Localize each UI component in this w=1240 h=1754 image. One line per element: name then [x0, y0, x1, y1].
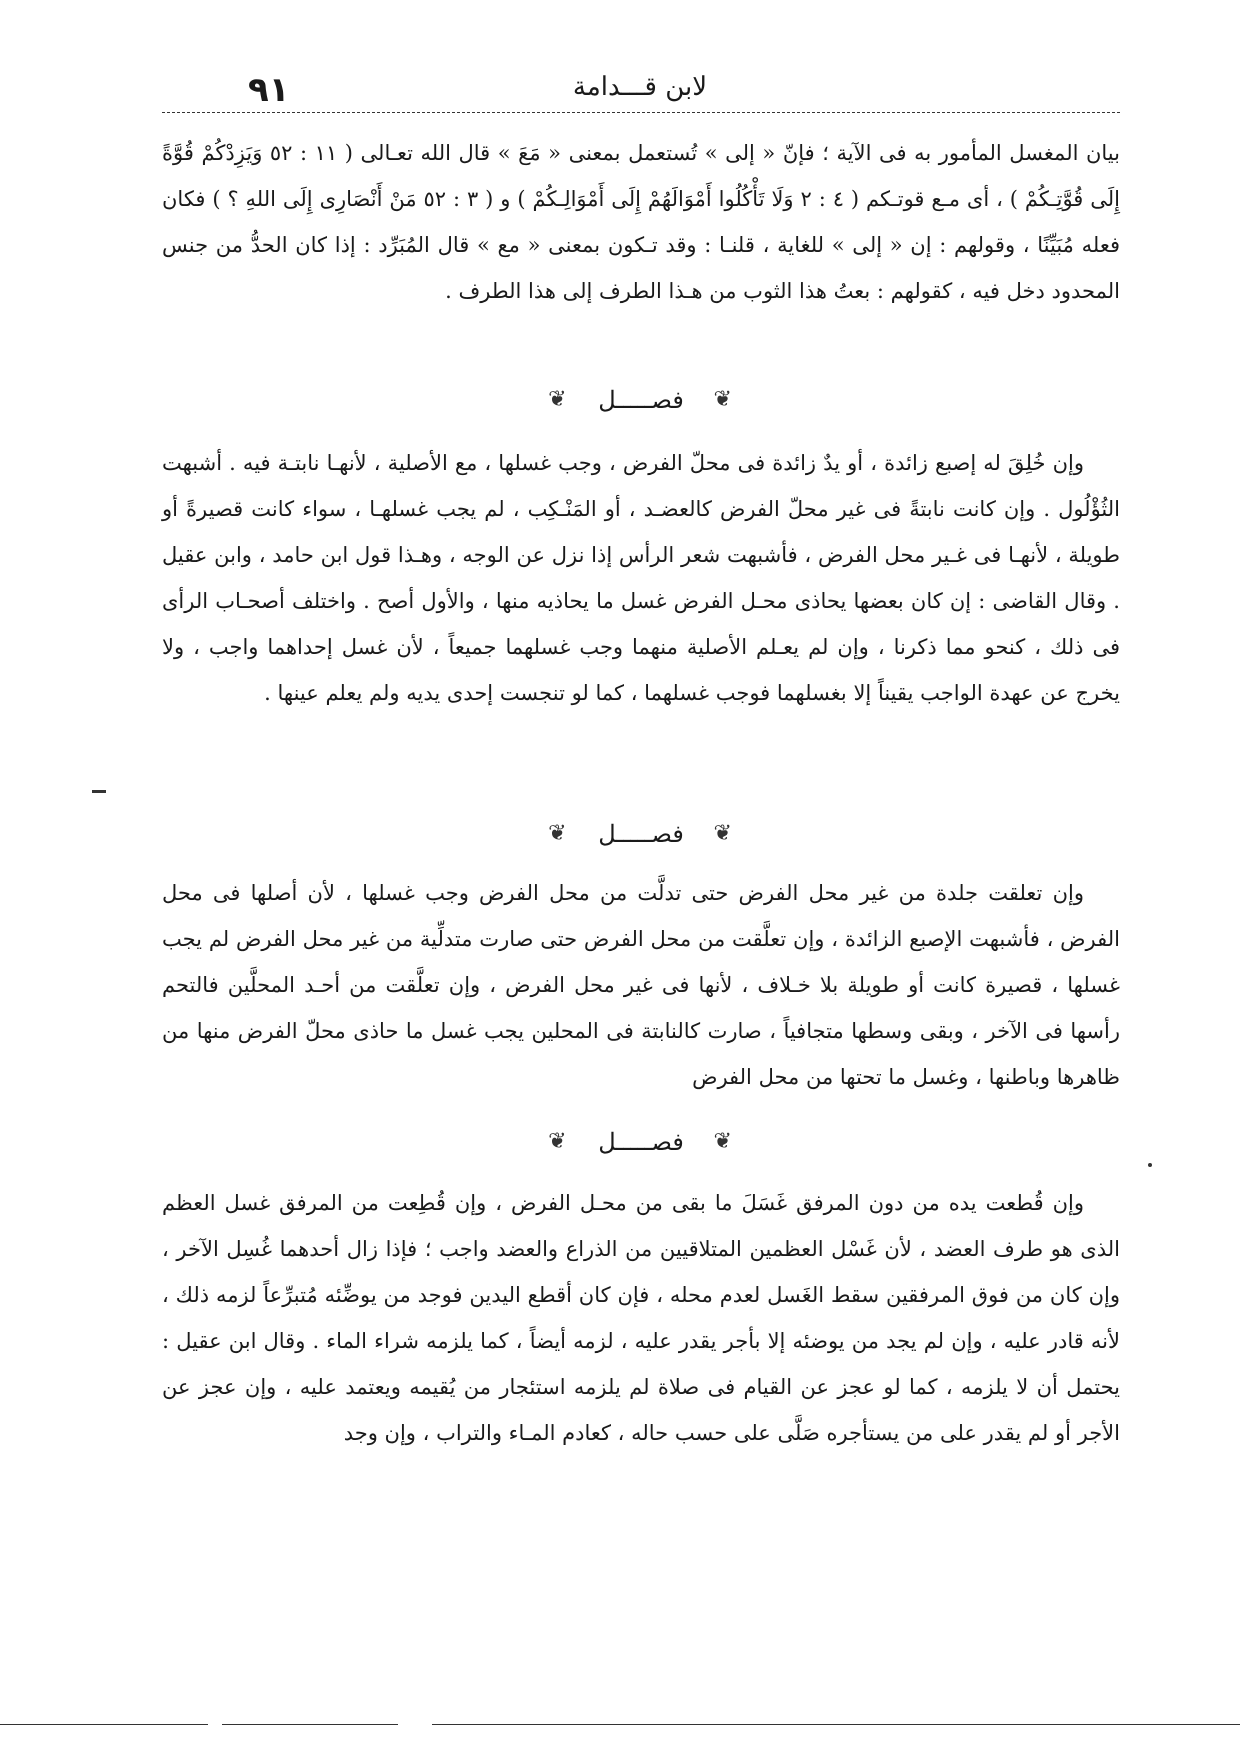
footer-rule-left [0, 1724, 208, 1725]
margin-mark [92, 790, 106, 793]
section-heading-label: فصـــــل [598, 819, 684, 848]
section-heading-3 [162, 1126, 1120, 1166]
section-heading-2 [162, 818, 1120, 858]
header-rule [162, 112, 1120, 113]
paragraph-text: وإن تعلقت جلدة من غير محل الفرض حتى تدلَّت من محل الفرض وجب غسلها ، لأن أصلها فى محل الفرض ، فأشبهت الإصبع الزائدة ، وإن تعلَّقت من محل الفرض حتى صارت متدلِّية من غير محل الفرض لم يجب غسلها ، قصيرة كانت أو طويلة بلا خـلاف ، لأنها فى غير محل الفرض ، وإن تعلَّقت من أحـد المحلَّين فالتحم رأسها فى الآخر ، وبقى وسطها متجافياً ، صارت كالنابتة فى المحلين يجب غسل ما حاذى محلّ الفرض منها من ظاهرها وباطنها ، وغسل ما تحتها من محل الفرض [162, 881, 1120, 1089]
paragraph-text: وإن قُطعت يده من دون المرفق غَسَلَ ما بقى من محـل الفرض ، وإن قُطِعت من المرفق غسل العظم الذى هو طرف العضد ، لأن غَسْل العظمين المتلاقيين من الذراع والعضد واجب ؛ فإذا زال أحدهما غُسِل الآخر ، وإن كان من فوق المرفقين سقط الغَسل لعدم محله ، فإن كان أقطع اليدين فوجد من يوضِّئه مُتبرِّعاً لزمه ذلك ، لأنه قادر عليه ، وإن لم يجد من يوضئه إلا بأجر يقدر عليه ، لزمه أيضاً ، كما يلزمه شراء الماء . وقال ابن عقيل : يحتمل أن لا يلزمه ، كما لو عجز عن القيام فى صلاة لم يلزمه استئجار من يُقيمه ويعتمد عليه ، وإن عجز عن الأجر أو لم يقدر على من يستأجره صَلَّى على حسب حاله ، كعادم المـاء والتراب ، وإن وجد [162, 1191, 1120, 1445]
ornament-icon: ❦ [548, 821, 569, 846]
paragraph-text: وإن خُلِقَ له إصبع زائدة ، أو يدٌ زائدة فى محلّ الفرض ، وجب غسلها ، مع الأصلية ، لأنهـا نابتـة فيه . أشبهت الثُؤْلُول . وإن كانت نابتةً فى غير محلّ الفرض كالعضـد ، أو المَنْـكِب ، لم يجب غسلهـا ، سواء كانت قصيرةً أو طويلة ، لأنهـا فى غـير محل الفرض ، فأشبهت شعر الرأس إذا نزل عن الوجه ، وهـذا قول ابن حامد ، وابن عقيل . وقال القاضى : إن كان بعضها يحاذى محـل الفرض غسل ما يحاذيه منها ، والأول أصح . واختلف أصحـاب الرأى فى ذلك ، كنحو مما ذكرنا ، وإن لم يعـلم الأصلية منهما وجب غسلهما جميعاً ، لأن غسل إحداهما واجب ، ولا يخرج عن عهدة الواجب يقيناً إلا بغسلهما فوجب غسلهما ، كما لو تنجست إحدى يديه ولم يعلم عينها . [162, 451, 1120, 705]
section-heading-label: فصـــــل [598, 385, 684, 414]
ornament-icon: ❦ [713, 1129, 734, 1154]
page-number: ٩١ [248, 70, 290, 110]
footer-rule-middle [222, 1724, 398, 1725]
ornament-icon: ❦ [713, 387, 734, 412]
paragraph-2 [162, 440, 1120, 716]
paragraph-1 [162, 130, 1120, 314]
ornament-icon: ❦ [548, 387, 569, 412]
paragraph-4 [162, 1180, 1120, 1456]
ornament-icon: ❦ [713, 821, 734, 846]
running-title: لابن قـــدامة [572, 72, 708, 102]
section-heading-label: فصـــــل [598, 1127, 684, 1156]
section-heading-1 [162, 384, 1120, 424]
paragraph-3 [162, 870, 1120, 1100]
footer-rule-right [432, 1724, 1240, 1725]
ornament-icon: ❦ [548, 1129, 569, 1154]
margin-dot [1148, 1163, 1152, 1167]
paragraph-text: بيان المغسل المأمور به فى الآية ؛ فإنّ « إلى » تُستعمل بمعنى « مَعَ » قال الله تعـالى ( ١١ : ٥٢ وَيَزِدْكُمْ قُوَّةً إِلَى قُوَّتِـكُمْ ) ، أى مـع قوتـكم ( ٤ : ٢ وَلَا تَأْكُلُوا أَمْوَالَهُمْ إِلَى أَمْوَالِـكُمْ ) و ( ٣ : ٥٢ مَنْ أَنْصَارِى إِلَى اللهِ ؟ ) فكان فعله مُبَيِّنًا ، وقولهم : إن « إلى » للغاية ، قلنـا : وقد تـكون بمعنى « مع » قال المُبَرِّد : إذا كان الحدُّ من جنس المحدود دخل فيه ، كقولهم : بعتُ هذا الثوب من هـذا الطرف إلى هذا الطرف . [162, 141, 1120, 303]
